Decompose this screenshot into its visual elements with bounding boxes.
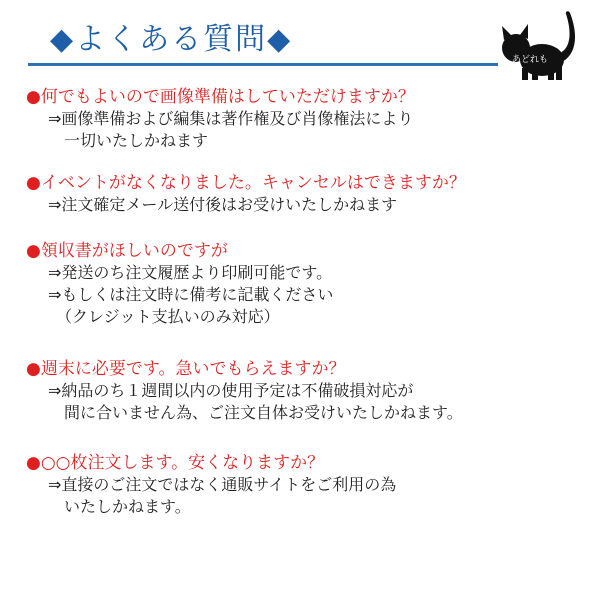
faq-item bbox=[26, 358, 586, 424]
faq-answer-line: ⇒もしくは注文時に備考に記載ください bbox=[48, 285, 334, 304]
page-header bbox=[0, 0, 600, 80]
faq-question: ●イベントがなくなりました。キャンセルはできますか？ bbox=[26, 173, 466, 193]
faq-answer-line: 間に合いません為、ご注文自体お受けいたしかねます。 bbox=[48, 403, 463, 422]
cat-logo bbox=[496, 8, 580, 80]
faq-question: ●領収書がほしいのですが bbox=[26, 241, 228, 261]
faq-answer-line: ⇒発送のち注文履歴より印刷可能です。 bbox=[48, 263, 333, 282]
faq-answer-line: 一切いたしかねます bbox=[48, 131, 209, 150]
faq-item bbox=[26, 172, 586, 216]
faq-answer-line: ⇒直接のご注文ではなく通販サイトをご利用の為 bbox=[48, 475, 397, 494]
faq-answer-line: ⇒納品のち１週間以内の使用予定は不備破損対応が bbox=[48, 381, 414, 400]
cat-silhouette-icon bbox=[496, 8, 580, 80]
faq-answer-line: （クレジット支払いのみ対応） bbox=[48, 307, 280, 326]
faq-item bbox=[26, 240, 586, 328]
page-title: ◆よくある質問◆ bbox=[50, 22, 293, 57]
faq-answer-line: ⇒注文確定メール送付後はお受けいたしかねます bbox=[48, 195, 398, 214]
faq-answer-line: いたしかねます。 bbox=[48, 497, 191, 516]
cat-logo-text: あどれも bbox=[512, 55, 549, 65]
faq-question: ●週末に必要です。急いでもらえますか？ bbox=[26, 359, 346, 379]
faq-question: ●何でもよいので画像準備はしていただけますか？ bbox=[26, 87, 415, 107]
faq-item bbox=[26, 86, 586, 152]
title-underline bbox=[28, 63, 498, 66]
faq-question: ●○○枚注文します。安くなりますか？ bbox=[26, 453, 325, 473]
faq-item bbox=[26, 452, 586, 518]
faq-answer-line: ⇒画像準備および編集は著作権及び肖像権法により bbox=[48, 109, 414, 128]
